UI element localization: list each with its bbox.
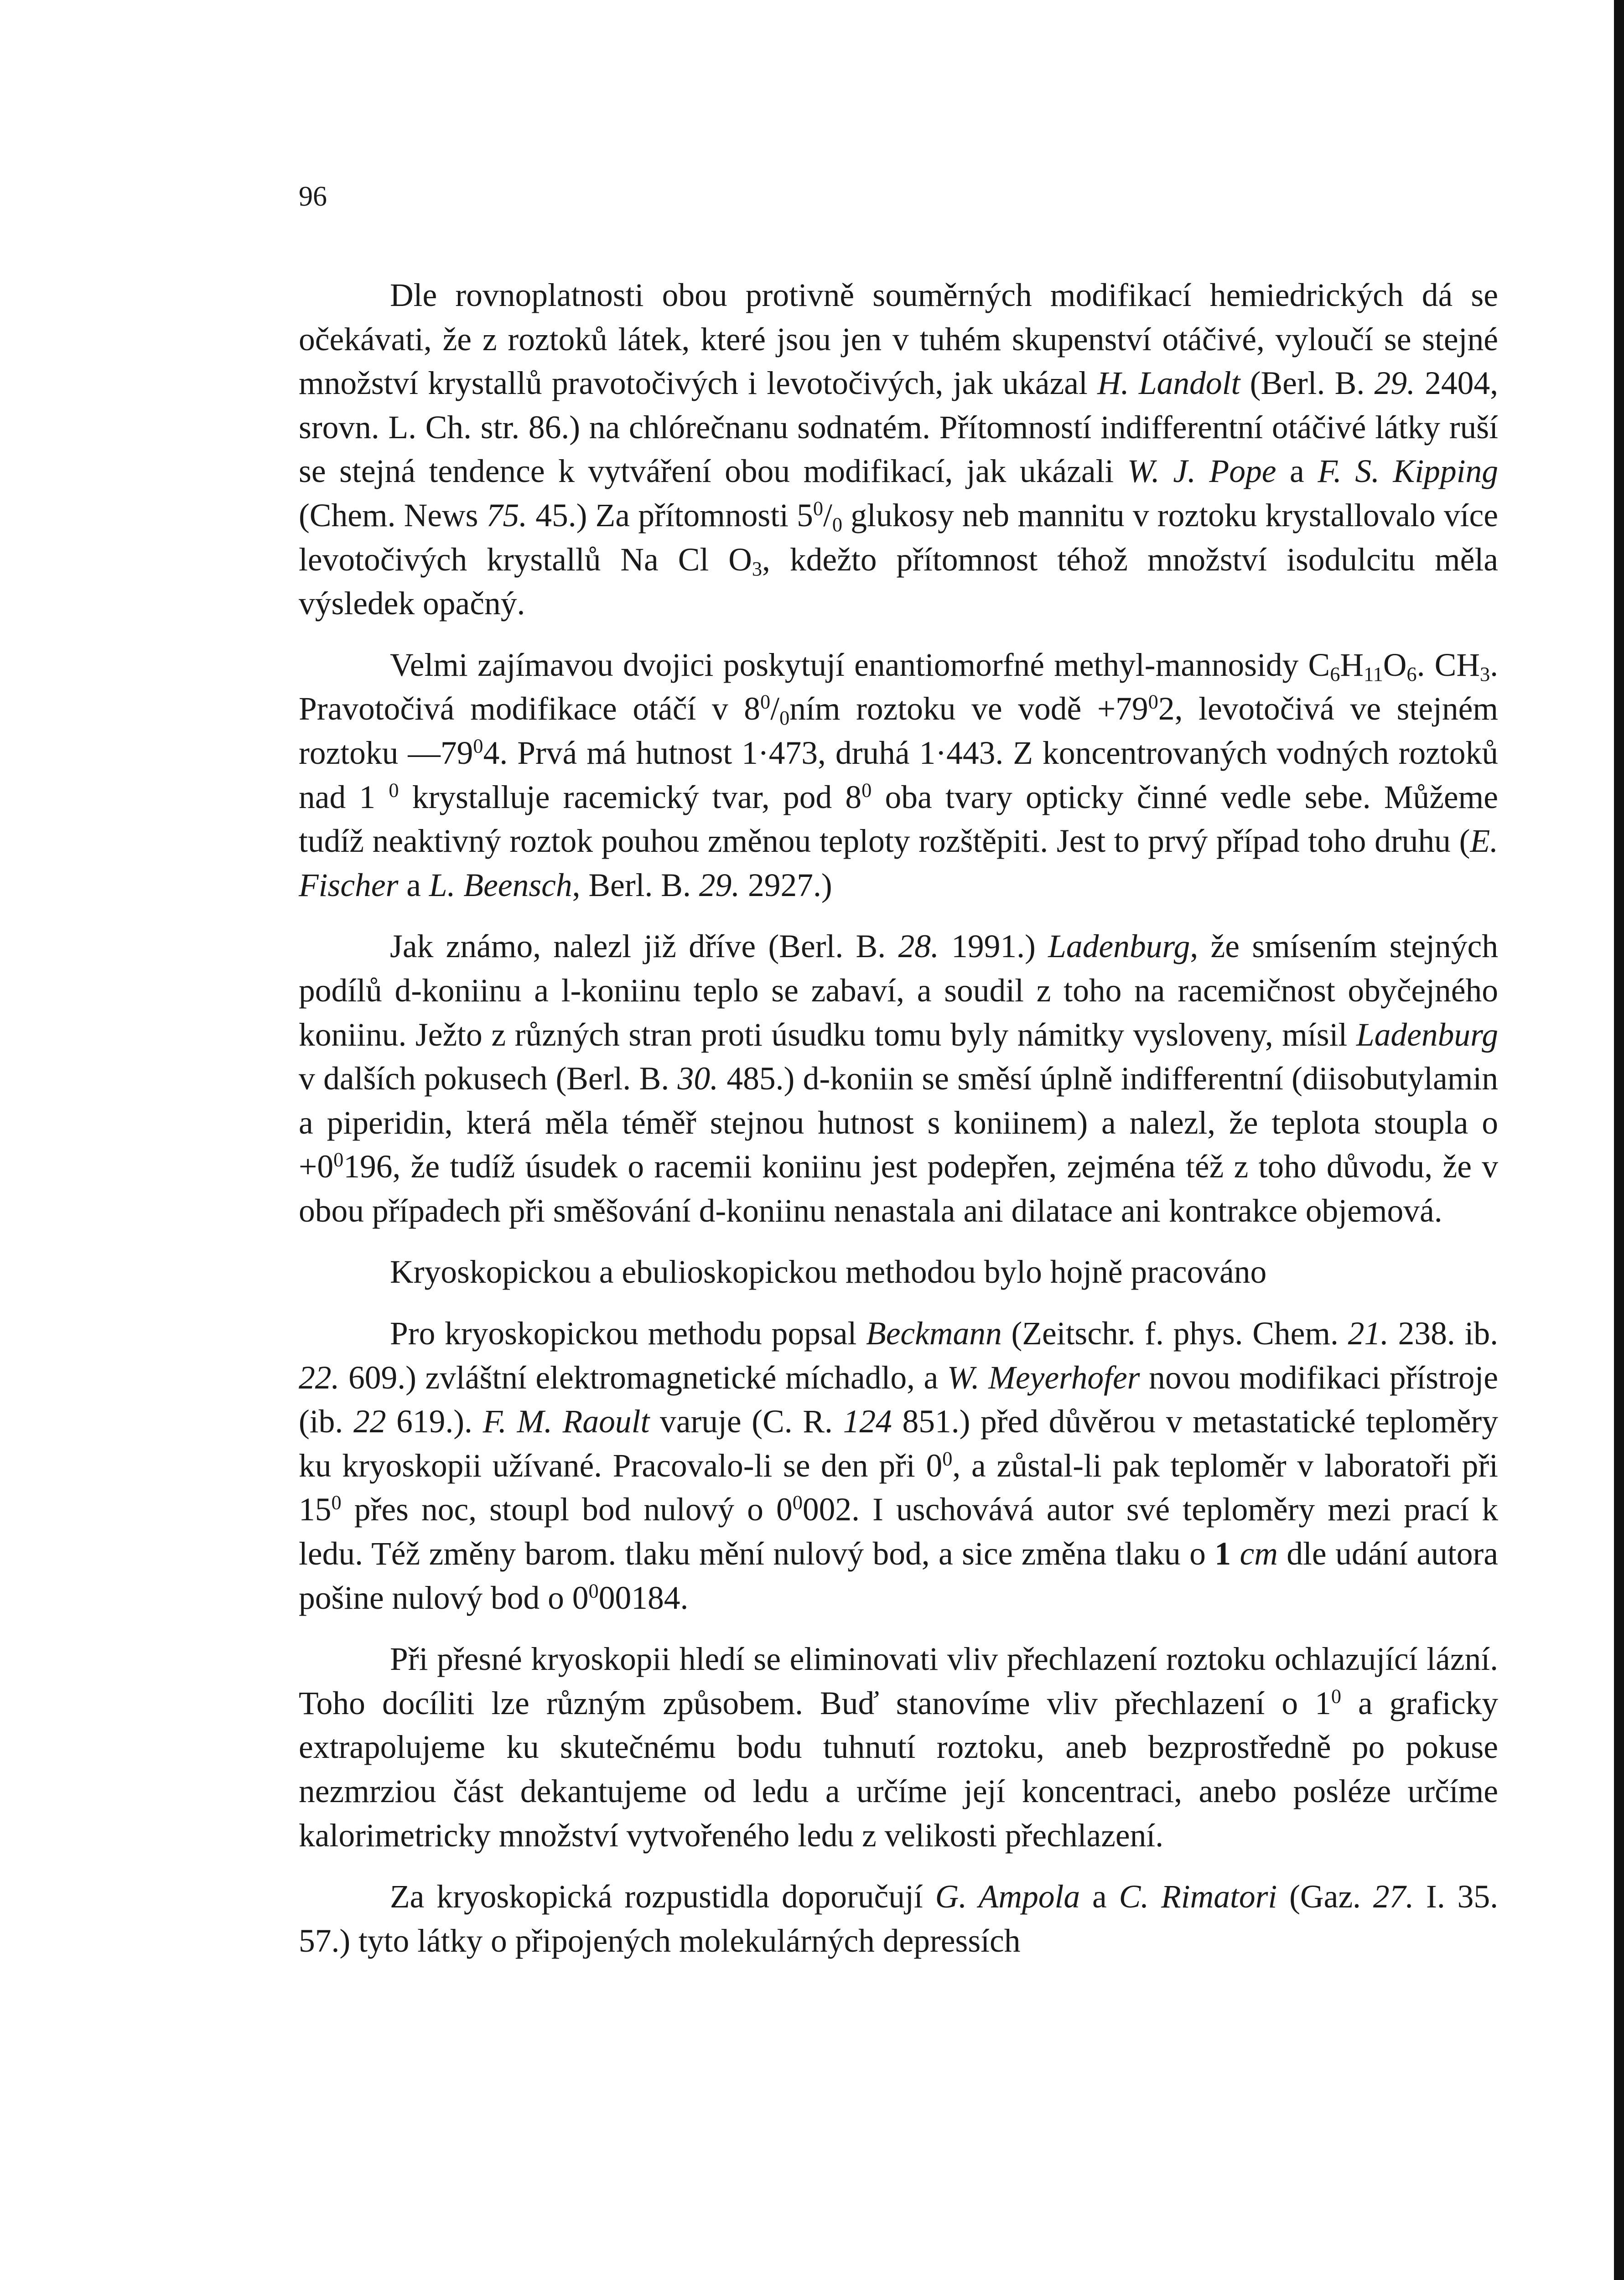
author-name: Ladenburg <box>1356 1016 1498 1053</box>
paragraph-7: Za kryoskopická rozpustidla doporučují G. Ampola a C. Rimatori (Gaz. 27. I. 35. 57.) tyto látky o připojených molekulárných depressích <box>299 1879 1498 1959</box>
volume-number: 75. <box>486 497 528 534</box>
author-name: H. Landolt <box>1097 365 1240 402</box>
author-name: E. Fischer <box>299 823 1498 903</box>
author-name: C. Rimatori <box>1119 1879 1277 1915</box>
paragraph-1: Dle rovnoplatnosti obou protivně souměrných modifikací hemiedrických dá se očekávati, že z roztoků látek, které jsou jen v tuhém skupenství otáčivé, vyloučí se stejné množství krystallů pravotočivých i levotočivých, jak ukázal H. Landolt (Berl. B. 29. 2404, srovn. L. Ch. str. 86.) na chlórečnanu sodnatém. Přítomností indifferentní otáčivé látky ruší se stejná tendence k vytváření obou modifikací, jak ukázali W. J. Pope a F. S. Kipping (Chem. News 75. 45.) Za přítomnosti $5^0/_0$ glukosy neb mannitu v roztoku krystallovalo více levotočivých krystallů Na Cl $O_3$, kdežto přítomnost téhož množství isodulcitu měla výsledek opačný. <box>299 277 1499 622</box>
scan-border <box>1614 0 1624 2280</box>
volume-number: 21. <box>1348 1316 1389 1352</box>
bold-number: 1 <box>1214 1536 1231 1572</box>
volume-number: 27. <box>1373 1879 1414 1915</box>
page-number: 96 <box>299 181 327 212</box>
volume-number: 28. <box>898 928 939 965</box>
main-text <box>299 274 1498 1963</box>
author-name: G. Ampola <box>935 1879 1080 1915</box>
volume-number: 30. <box>677 1061 718 1097</box>
volume-number: 22 <box>353 1404 386 1440</box>
paragraph-2: Velmi zajímavou dvojici poskytují enantiomorfné methyl-mannosidy $C_6H_{11}O_6$. $CH_3$. Pravotočivá modifikace otáčí v $8^0/_0ním$ roztoku ve vodě $+79^02$, levotočivá ve stejném roztoku $—79^04$. Prvá má hutnost 1·473, druhá 1·443. Z koncentrovaných vodných roztoků nad 1 $^0$ krystalluje racemický tvar, pod $8^0$ oba tvary opticky činné vedle sebe. Můžeme tudíž neaktivný roztok pouhou změnou teploty rozštěpiti. Jest to prvý případ toho druhu (E. Fischer a L. Beensch, Berl. B. 29. 2927.) <box>299 647 1498 903</box>
author-name: F. S. Kipping <box>1318 453 1498 490</box>
author-name: W. J. Pope <box>1127 453 1276 490</box>
volume-number: 124 <box>843 1404 892 1440</box>
volume-number: 22. <box>299 1359 340 1396</box>
author-name: W. Meyerhofer <box>947 1359 1140 1396</box>
paragraph-6: Při přesné kryoskopii hledí se eliminovati vliv přechlazení roztoku ochlazující lázní. Toho docíliti lze různým způsobem. Buď stanovíme vliv přechlazení o $1^0$ a graficky extrapolujeme ku skutečnému bodu tuhnutí roztoku, aneb bezprostředně po pokuse nezmrziou část dekantujeme od ledu a určíme její koncentraci, anebo posléze určíme kalorimetricky množství vytvořeného ledu z velikosti přechlazení. <box>299 1641 1498 1854</box>
paragraph-3: Jak známo, nalezl již dříve (Berl. B. 28. 1991.) Ladenburg, že smísením stejných podílů d-koniinu a l-koniinu teplo se zabaví, a soudil z toho na racemičnost obyčejného koniinu. Ježto z různých stran proti úsudku tomu byly námitky vysloveny, mísil Ladenburg v dalších pokusech (Berl. B. 30. 485.) d-koniin se směsí úplně indifferentní (diisobutylamin a piperidin, která měla téměř stejnou hutnost s koniinem) a nalezl, že teplota stoupla $o +0^0196$, že tudíž úsudek o racemii koniinu jest podepřen, zejména též z toho důvodu, že v obou případech při směšování d-koniinu nenastala ani dilatace ani kontrakce objemová. <box>299 928 1499 1229</box>
volume-number: 29. <box>699 867 740 903</box>
paragraph-4: Kryoskopickou a ebulioskopickou methodou bylo hojně pracováno <box>390 1254 1267 1290</box>
author-name: F. M. Raoult <box>483 1404 650 1440</box>
volume-number: 29. <box>1374 365 1415 402</box>
unit: cm <box>1240 1536 1278 1572</box>
author-name: L. Beensch <box>429 867 572 903</box>
author-name: Ladenburg <box>1048 928 1190 965</box>
author-name: Beckmann <box>866 1316 1002 1352</box>
paragraph-5: Pro kryoskopickou methodu popsal Beckmann (Zeitschr. f. phys. Chem. 21. 238. ib. 22. 609.) zvláštní elektromagnetické míchadlo, a W. Meyerhofer novou modifikaci přístroje (ib. 22 619.). F. M. Raoult varuje (C. R. 124 851.) před důvěrou v metastatické teploměry ku kryoskopii užívané. Pracovalo-li se den při $0^0$, a zůstal-li pak teploměr v laboratoři při $15^0$ přes noc, stoupl bod nulový o $0^0002$. I uschovává autor své teploměry mezi prací k ledu. Též změny barom. tlaku mění nulový bod, a sice změna tlaku o 1 cm dle udání autora pošine nulový bod o $0^000184$. <box>299 1316 1498 1616</box>
